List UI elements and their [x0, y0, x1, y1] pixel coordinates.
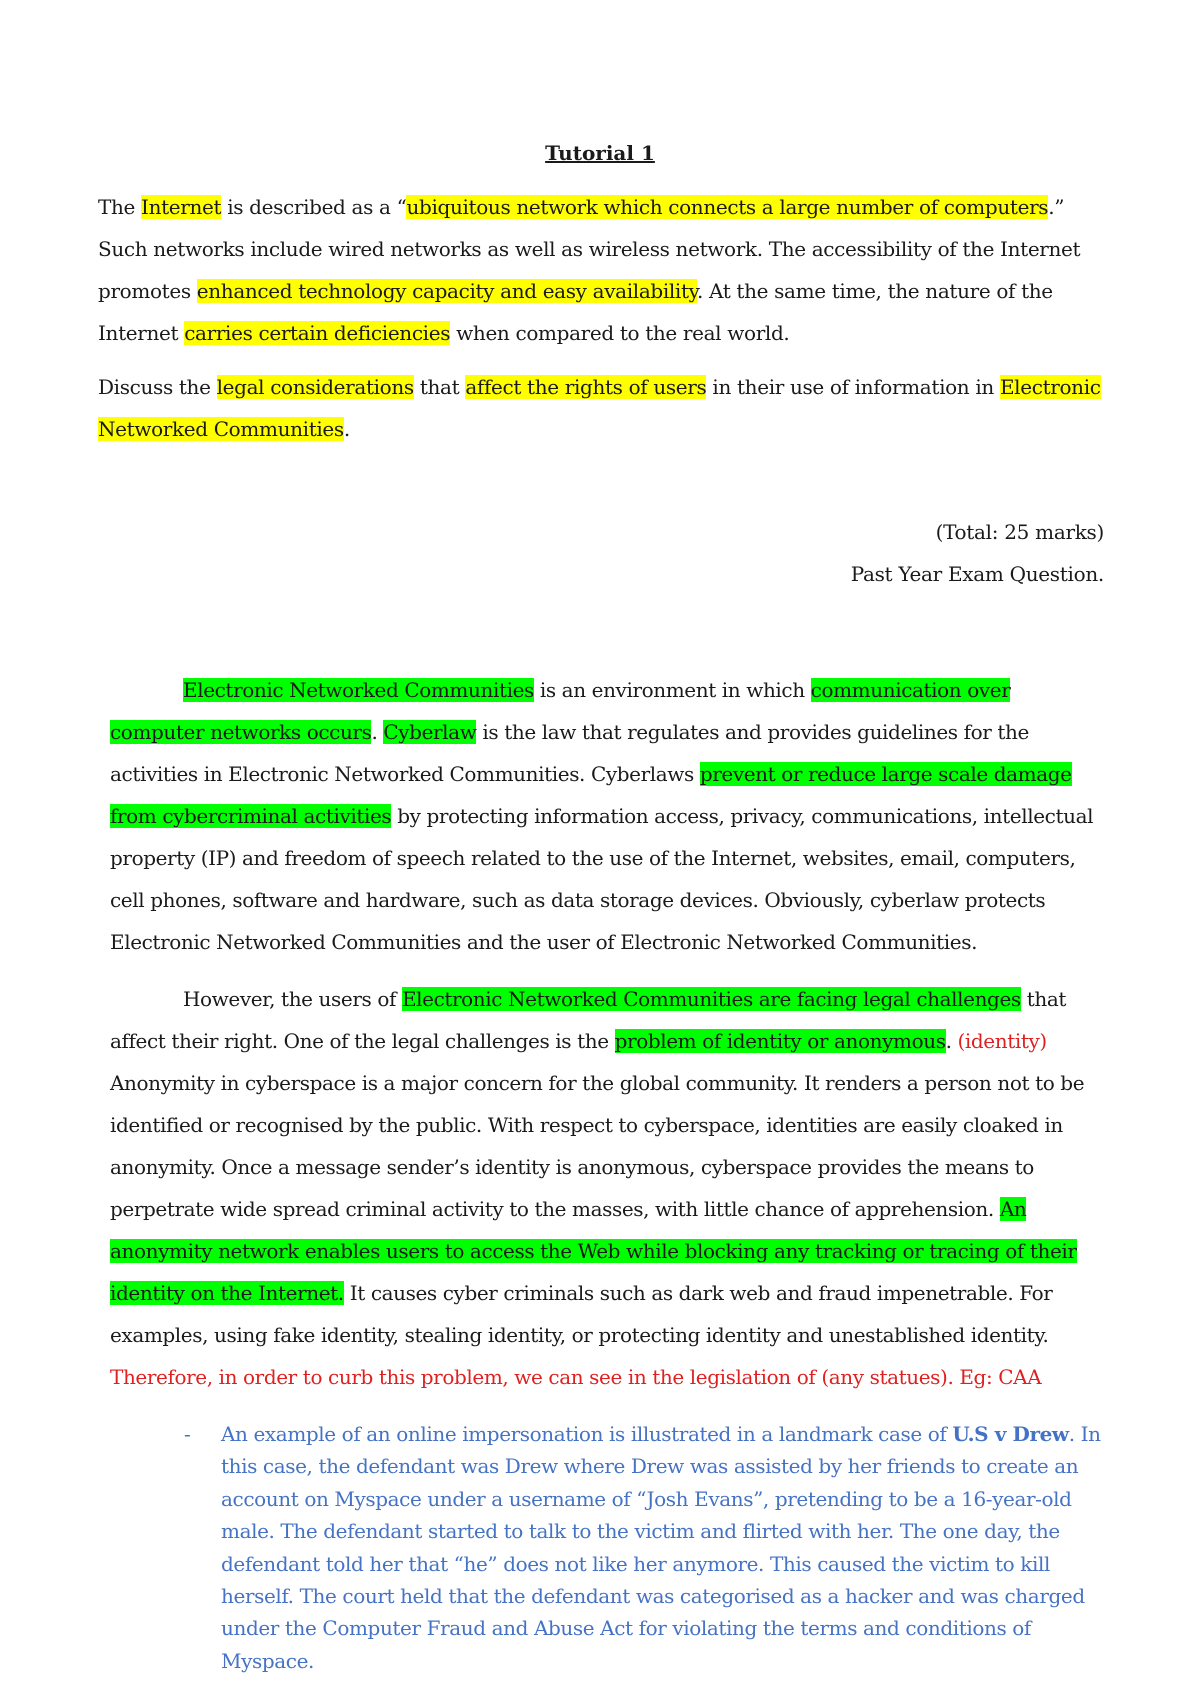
text-run: . — [343, 417, 350, 441]
highlight-yellow: Internet — [141, 195, 222, 219]
text-run: that — [413, 375, 466, 399]
red-note: (identity) — [957, 1029, 1047, 1053]
text-run: The — [98, 195, 142, 219]
text-run: that affect their right. One of the legal challenges is the — [110, 987, 1067, 1053]
text-run: However, the users of — [183, 987, 402, 1011]
question-prompt — [98, 366, 1103, 450]
case-bullet — [185, 1418, 1105, 1677]
text-run: is the law that regulates and provides guidelines for the activities in Electronic Networked Communities. Cyberlaws — [110, 720, 1029, 786]
page-title: Tutorial 1 — [545, 141, 655, 165]
highlight-green: communication over computer networks occurs — [110, 678, 1011, 744]
highlight-green: problem of identity or anonymous — [614, 1029, 946, 1053]
text-run: is an environment in which — [533, 678, 811, 702]
text-run: Discuss the — [98, 375, 217, 399]
highlight-green: Cyberlaw — [383, 720, 477, 744]
highlight-yellow: enhanced technology capacity and easy availability — [196, 279, 697, 303]
bullet-dash: - — [184, 1422, 191, 1446]
case-name: U.S v Drew — [952, 1422, 1069, 1446]
answer-paragraph — [110, 669, 1098, 963]
text-run: Anonymity in cyberspace is a major concern for the global community. It renders a person not to be identified or recognised by the public. With respect to cyberspace, identities are easily cloaked in anonymity. Once a message sender’s identity is anonymous, cyberspace provides the means to perpetrate wide spread criminal activity to the masses, with little chance of apprehension. — [110, 1071, 1085, 1221]
text-run: . At the same time, the nature of the Internet — [98, 279, 1053, 345]
text-run: in their use of information in — [706, 375, 1000, 399]
total-marks: (Total: 25 marks) — [935, 520, 1104, 544]
highlight-yellow: Electronic Networked Communities — [98, 375, 1101, 441]
text-run: .” Such networks include wired networks as well as wireless network. The accessibility of the Internet promotes — [98, 195, 1081, 303]
answer-paragraph — [110, 978, 1098, 1398]
highlight-green: Electronic Networked Communities are facing legal challenges — [401, 987, 1021, 1011]
highlight-green: An anonymity network enables users to access the Web while blocking any tracking or tracing of their identity on the Internet. — [110, 1197, 1077, 1305]
case-bullet-text — [221, 1418, 1105, 1677]
highlight-yellow: ubiquitous network which connects a large number of computers — [406, 195, 1049, 219]
text-run: by protecting information access, privacy, communications, intellectual property (IP) and freedom of speech related to the use of the Internet, websites, email, computers, cell phones, software and hardware, such as data storage devices. Obviously, cyberlaw protects Electronic Networked Communities and the user of Electronic Networked Communities. — [110, 804, 1094, 954]
text-run: is described as a “ — [221, 195, 407, 219]
highlight-yellow: legal considerations — [216, 375, 414, 399]
text-run: . — [945, 1029, 958, 1053]
text-run: . — [371, 720, 384, 744]
highlight-green: prevent or reduce large scale damage from cybercriminal activities — [110, 762, 1072, 828]
highlight-green: Electronic Networked Communities — [183, 678, 534, 702]
red-note: Therefore, in order to curb this problem, we can see in the legislation of (any statues). Eg: CAA — [110, 1365, 1042, 1389]
text-run: . In this case, the defendant was Drew where Drew was assisted by her friends to create an account on Myspace under a username of “Josh Evans”, pretending to be a 16-year-old male. The defendant started to talk to the victim and flirted with her. The one day, the defendant told her that “he” does not like her anymore. This caused the victim to kill herself. The court held that the defendant was categorised as a hacker and was charged under the Computer Fraud and Abuse Act for violating the terms and conditions of Myspace. — [221, 1422, 1101, 1673]
highlight-yellow: carries certain deficiencies — [184, 321, 451, 345]
question-paragraph — [98, 186, 1103, 354]
question-source: Past Year Exam Question. — [850, 562, 1104, 586]
highlight-yellow: affect the rights of users — [465, 375, 707, 399]
text-run: It causes cyber criminals such as dark web and fraud impenetrable. For examples, using fake identity, stealing identity, or protecting identity and unestablished identity. — [110, 1281, 1053, 1347]
text-run: An example of an online impersonation is illustrated in a landmark case of — [221, 1422, 953, 1446]
text-run: when compared to the real world. — [450, 321, 790, 345]
